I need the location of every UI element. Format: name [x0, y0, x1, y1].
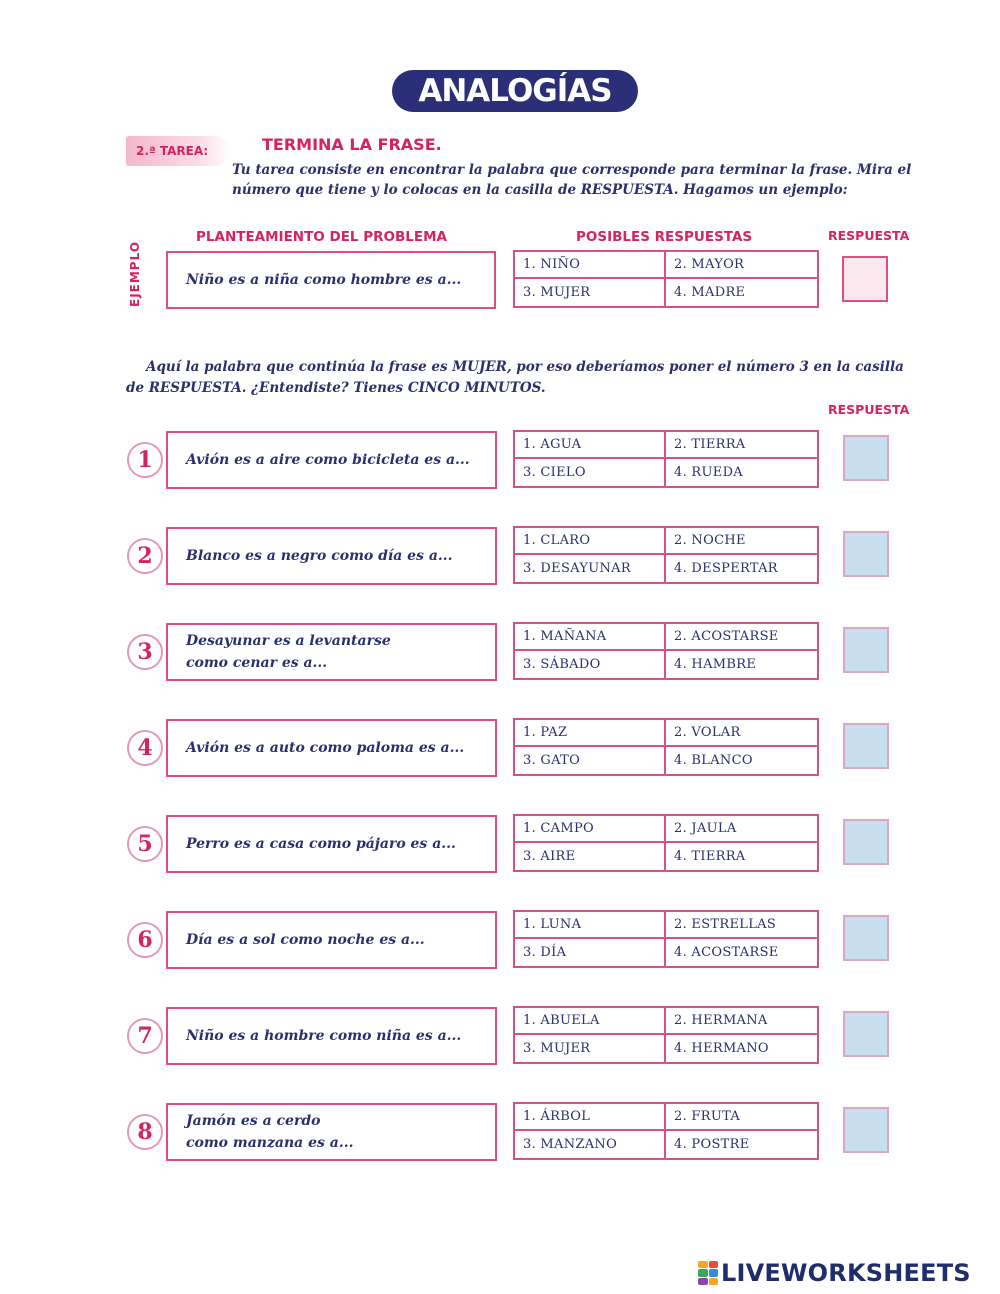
options-grid: [513, 814, 819, 872]
problem-box: [166, 527, 497, 585]
option-1: 1. NIÑO: [515, 252, 666, 279]
option-3: 3. SÁBADO: [515, 651, 666, 678]
answer-input-box[interactable]: [843, 627, 889, 673]
problem-box: [166, 815, 497, 873]
option-2: 2. MAYOR: [666, 252, 817, 279]
problem-phrase: Perro es a casa como pájaro es a...: [186, 836, 456, 852]
options-grid: [513, 1102, 819, 1160]
example-label: EJEMPLO: [128, 241, 142, 308]
problem-phrase: Día es a sol como noche es a...: [186, 932, 425, 948]
answer-input-box[interactable]: [843, 723, 889, 769]
problem-box: [166, 911, 497, 969]
options-grid: [513, 622, 819, 680]
option-2: 2. TIERRA: [666, 432, 817, 459]
problem-box: [166, 623, 497, 681]
problem-phrase: Avión es a aire como bicicleta es a...: [186, 452, 470, 468]
option-3: 3. MUJER: [515, 1035, 666, 1062]
explanation-text: Aquí la palabra que continúa la frase es MUJER, por eso deberíamos poner el número 3 en la casilla de RESPUESTA. ¿Entendiste? Tienes CINCO MINUTOS.: [126, 359, 904, 396]
option-4: 4. RUEDA: [674, 465, 743, 480]
option-3: 3. DÍA: [515, 939, 666, 966]
options-grid: [513, 430, 819, 488]
option-2: 2. NOCHE: [666, 528, 817, 555]
item-number: 5: [127, 826, 163, 862]
header-options: POSIBLES RESPUESTAS: [576, 229, 753, 245]
problem-box: [166, 431, 497, 489]
tarea-tag: 2.ª TAREA:: [126, 136, 230, 166]
answer-input-box[interactable]: [843, 1107, 889, 1153]
option-1: 1. CLARO: [515, 528, 666, 555]
problem-box: [166, 1007, 497, 1065]
option-4: 4. HAMBRE: [674, 657, 757, 672]
problem-phrase-line1: Desayunar es a levantarse: [186, 633, 391, 649]
option-1: 1. CAMPO: [515, 816, 666, 843]
option-4: 4. MADRE: [674, 285, 746, 300]
option-4: 4. ACOSTARSE: [674, 945, 779, 960]
page-title: ANALOGÍAS: [392, 70, 638, 112]
options-grid: [513, 526, 819, 584]
problem-phrase: Avión es a auto como paloma es a...: [186, 740, 465, 756]
option-4: 4. POSTRE: [674, 1137, 750, 1152]
option-3: 3. GATO: [515, 747, 666, 774]
header-answer: RESPUESTA: [828, 228, 910, 243]
problem-phrase: Blanco es a negro como día es a...: [186, 548, 453, 564]
example-phrase: Niño es a niña como hombre es a...: [186, 272, 462, 288]
item-number: 8: [127, 1114, 163, 1150]
option-3: 3. DESAYUNAR: [515, 555, 666, 582]
option-1: 1. MAÑANA: [515, 624, 666, 651]
item-number: 6: [127, 922, 163, 958]
header-problem: PLANTEAMIENTO DEL PROBLEMA: [196, 229, 447, 245]
example-problem-box: [166, 251, 496, 309]
item-number: 3: [127, 634, 163, 670]
brand-footer: [698, 1259, 971, 1287]
answer-input-box[interactable]: [843, 915, 889, 961]
option-1: 1. LUNA: [515, 912, 666, 939]
option-2: 2. JAULA: [666, 816, 817, 843]
liveworksheets-logo-icon: [698, 1261, 718, 1285]
item-number: 7: [127, 1018, 163, 1054]
problem-phrase: Niño es a hombre como niña es a...: [186, 1028, 462, 1044]
answer-input-box[interactable]: [843, 435, 889, 481]
options-grid: [513, 910, 819, 968]
problem-box: [166, 1103, 497, 1161]
answer-input-box[interactable]: [843, 1011, 889, 1057]
answer-column-header: RESPUESTA: [828, 402, 910, 417]
tarea-title: TERMINA LA FRASE.: [262, 135, 442, 154]
option-3: 3. AIRE: [515, 843, 666, 870]
option-4: 4. TIERRA: [674, 849, 746, 864]
problem-box: [166, 719, 497, 777]
options-grid: [513, 1006, 819, 1064]
option-1: 1. ÁRBOL: [515, 1104, 666, 1131]
option-2: 2. ESTRELLAS: [666, 912, 817, 939]
option-1: 1. ABUELA: [515, 1008, 666, 1035]
example-answer-box: [842, 256, 888, 302]
item-number: 2: [127, 538, 163, 574]
option-2: 2. HERMANA: [666, 1008, 817, 1035]
answer-input-box[interactable]: [843, 819, 889, 865]
answer-input-box[interactable]: [843, 531, 889, 577]
options-grid: [513, 718, 819, 776]
option-3: 3. MUJER: [515, 279, 666, 306]
problem-phrase-line2: como manzana es a...: [186, 1135, 354, 1151]
option-3: 3. CIELO: [515, 459, 666, 486]
instructions-text: Tu tarea consiste en encontrar la palabra que corresponde para terminar la frase. Mira el número que tiene y lo colocas en la casilla de RESPUESTA. Hagamos un ejemplo:: [232, 162, 912, 198]
item-number: 4: [127, 730, 163, 766]
option-3: 3. MANZANO: [515, 1131, 666, 1158]
option-4: 4. HERMANO: [674, 1041, 769, 1056]
option-2: 2. VOLAR: [666, 720, 817, 747]
option-2: 2. FRUTA: [666, 1104, 817, 1131]
option-1: 1. PAZ: [515, 720, 666, 747]
option-1: 1. AGUA: [515, 432, 666, 459]
option-4: 4. DESPERTAR: [674, 561, 778, 576]
option-4: 4. BLANCO: [674, 753, 753, 768]
problem-phrase-line1: Jamón es a cerdo: [186, 1113, 321, 1129]
option-2: 2. ACOSTARSE: [666, 624, 817, 651]
example-options-grid: [513, 250, 819, 308]
item-number: 1: [127, 442, 163, 478]
problem-phrase-line2: como cenar es a...: [186, 655, 328, 671]
brand-name: LIVEWORKSHEETS: [721, 1259, 971, 1287]
